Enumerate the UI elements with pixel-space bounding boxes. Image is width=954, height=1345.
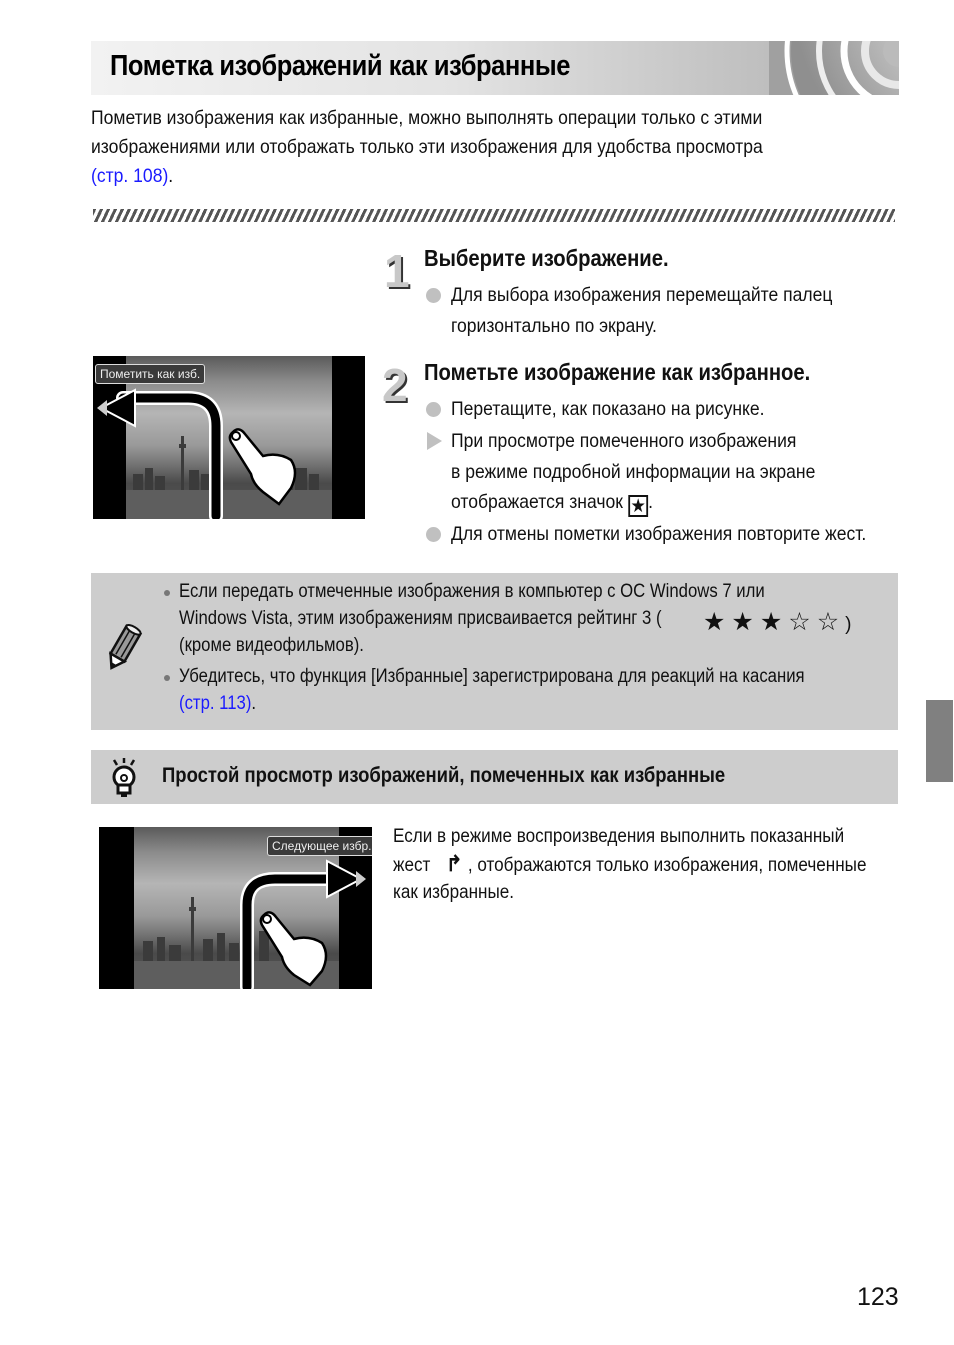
note-1-line-1: Если передать отмеченные изображения в компьютер с ОС Windows 7 или bbox=[179, 581, 765, 602]
bullet-dot-icon bbox=[164, 590, 170, 596]
star-empty-icon: ☆ bbox=[788, 608, 817, 636]
star-filled-icon: ★ bbox=[703, 608, 732, 636]
page-title: Пометка изображений как избранные bbox=[110, 50, 570, 82]
ripple-decoration bbox=[769, 41, 899, 95]
step-2-text-2a: При просмотре помеченного изображения bbox=[451, 430, 797, 452]
star-empty-icon: ☆ bbox=[816, 608, 846, 636]
rating-close-paren: ) bbox=[845, 614, 852, 635]
camera-screen-mark-favorite bbox=[93, 356, 365, 519]
step-number-1: 1 bbox=[384, 245, 410, 297]
step-2-heading: Пометьте изображение как избранное. bbox=[424, 359, 811, 385]
screen-label: Пометить как изб. bbox=[95, 364, 205, 384]
page-number: 123 bbox=[857, 1283, 899, 1311]
rating-stars bbox=[703, 607, 851, 637]
gesture-turn-right-icon: ↱ bbox=[445, 851, 463, 876]
star-filled-icon: ★ bbox=[731, 608, 760, 636]
lightbulb-icon bbox=[109, 757, 139, 799]
step-1-text-line-2: горизонтально по экрану. bbox=[451, 315, 657, 337]
step-2-text-3: Для отмены пометки изображения повторите жест. bbox=[451, 523, 867, 545]
bullet-circle-icon bbox=[426, 402, 441, 417]
intro-paragraph bbox=[91, 104, 883, 191]
note-2-line-1: Убедитесь, что функция [Избранные] зарегистрирована для реакций на касания bbox=[179, 666, 805, 687]
camera-screen-next-favorite bbox=[99, 827, 372, 989]
bullet-dot-icon bbox=[164, 675, 170, 681]
step-number-2: 2 bbox=[382, 359, 408, 411]
tip-text-line-2-pre: жест bbox=[393, 855, 431, 876]
intro-line-2: изображениями или отображать только эти изображения для удобства просмотра bbox=[91, 136, 763, 158]
note-1-line-3: (кроме видеофильмов). bbox=[179, 635, 364, 656]
step-2-text-2c-period: . bbox=[648, 491, 654, 513]
tip-text-line-1: Если в режиме воспроизведения выполнить показанный bbox=[393, 826, 845, 847]
intro-line-1: Пометив изображения как избранные, можно выполнять операции только с этими bbox=[91, 107, 763, 129]
tip-text-line-3: как избранные. bbox=[393, 882, 515, 903]
bullet-circle-icon bbox=[426, 288, 441, 303]
favorite-star-icon: ★ bbox=[628, 495, 648, 517]
tip-title: Простой просмотр изображений, помеченных как избранные bbox=[162, 764, 726, 787]
note-1-line-2 bbox=[179, 608, 662, 630]
screen-label: Следующее избр. bbox=[267, 836, 372, 856]
star-filled-icon: ★ bbox=[759, 608, 789, 636]
page-link-113[interactable]: (стр. 113) bbox=[179, 693, 252, 714]
step-2-text-2c-label: отображается значок bbox=[451, 491, 623, 513]
page-link-108[interactable]: (стр. 108) bbox=[91, 165, 169, 187]
tip-text bbox=[393, 823, 866, 906]
note-1-line-2-text: Windows Vista, этим изображениям присваивается рейтинг 3 ( bbox=[179, 608, 662, 629]
step-2-text-1: Перетащите, как показано на рисунке. bbox=[451, 398, 765, 420]
step-2-text-2c bbox=[451, 491, 653, 517]
tip-header bbox=[91, 750, 898, 804]
tip-text-line-2-post: , отображаются только изображения, помеченные bbox=[467, 855, 867, 876]
step-1-heading: Выберите изображение. bbox=[424, 245, 669, 271]
pencil-icon bbox=[103, 623, 143, 673]
step-2-text-2b: в режиме подробной информации на экране bbox=[451, 461, 816, 483]
title-bar bbox=[91, 41, 899, 95]
step-1-text-line-1: Для выбора изображения перемещайте палец bbox=[451, 284, 833, 306]
intro-suffix: . bbox=[168, 165, 174, 187]
hatched-divider bbox=[93, 209, 895, 222]
bullet-triangle-icon bbox=[427, 432, 442, 450]
note-2-suffix: . bbox=[251, 693, 257, 714]
chapter-side-tab bbox=[926, 700, 953, 782]
note-2-line-2 bbox=[179, 693, 256, 715]
bullet-circle-icon bbox=[426, 527, 441, 542]
tip-text-line-2 bbox=[393, 850, 866, 879]
note-box bbox=[91, 573, 898, 730]
